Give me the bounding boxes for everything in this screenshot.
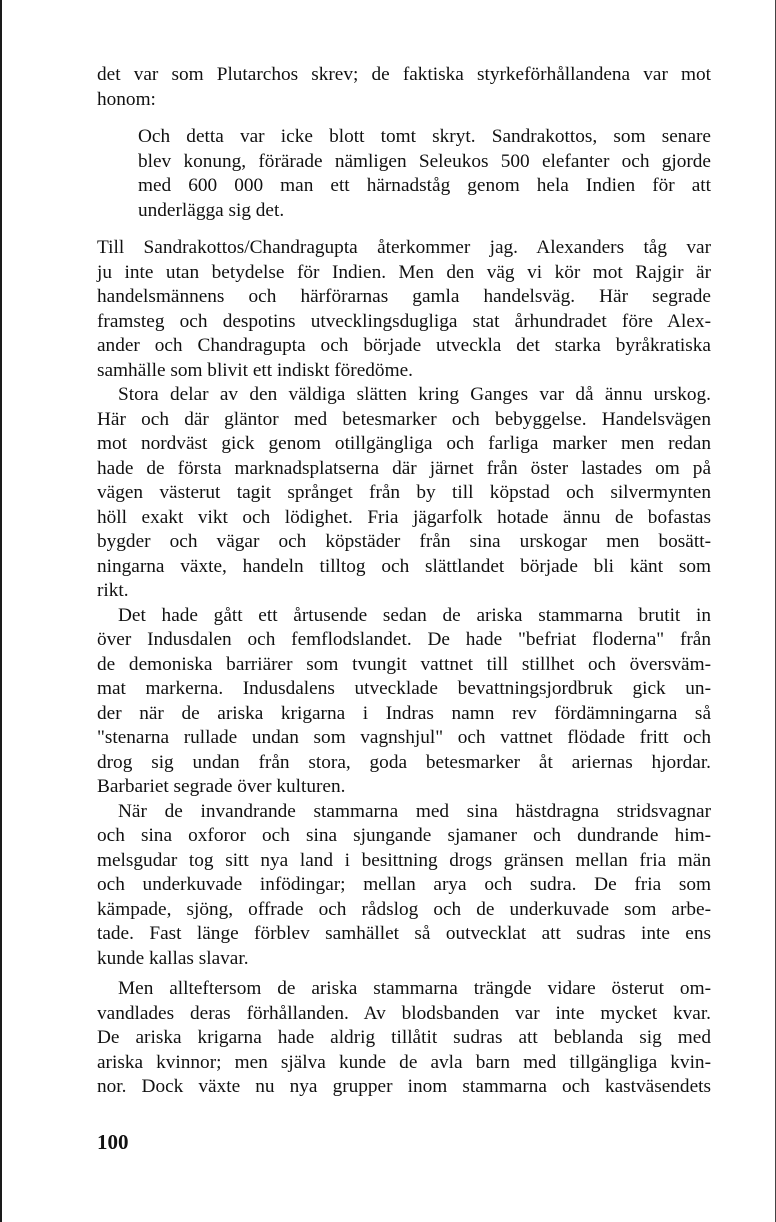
text-line: nor. Dock växte nu nya grupper inom stammarna och kastväsendets [97,1076,711,1097]
text-line: mot nordväst gick genom otillgängliga och farliga marker men redan [97,433,711,454]
text-line: samhälle som blivit ett indiskt föredöme. [97,359,413,381]
quote-line: med 600 000 man ett härnadståg genom hela Indien för att [138,175,711,196]
text-line: de demoniska barriärer som tvungit vattnet till stillhet och översväm- [97,653,711,675]
text-line: tade. Fast länge förblev samhället så outvecklat att sudras inte ens [97,923,711,944]
text-line: Till Sandrakottos/Chandragupta återkommer jag. Alexanders tåg var [97,237,711,258]
text-line: handelsmännens och härförarnas gamla handelsväg. Här segrade [97,286,711,307]
text-line: hade de första marknadsplatserna där järnet från öster lastades om på [97,457,711,479]
block-quote [97,125,711,223]
paragraph-3 [97,604,711,800]
paragraph-5 [97,977,711,1100]
text-line: Men allteftersom de ariska stammarna trängde vidare österut om- [118,978,711,999]
text-line: kämpade, sjöng, offrade och rådslog och de underkuvade som arbe- [97,898,711,920]
text-line: ju inte utan betydelse för Indien. Men den väg vi kör mot Rajgir är [97,261,711,283]
text-line: ariska kvinnor; men själva kunde de avla barn med tillgängliga kvin- [97,1051,711,1073]
paragraph-2 [97,383,711,604]
text-line: Här och där gläntor med betesmarker och bebyggelse. Handelsvägen [97,408,711,430]
text-line: melsgudar tog sitt nya land i besittning drogs gränsen mellan fria män [97,849,711,871]
text-line: vandlades deras förhållanden. Av blodsbanden var inte mycket kvar. [97,1002,711,1024]
text-line: Stora delar av den väldiga slätten kring Ganges var då ännu urskog. [118,384,711,405]
text-line: och underkuvade infödingar; mellan arya och sudra. De fria som [97,874,711,895]
text-line: höll exakt vikt och lödighet. Fria jägarfolk hotade ännu de bofastas [97,506,711,528]
text-line: "stenarna rullade undan som vagnshjul" och vattnet flödade fritt och [97,727,711,748]
text-line: mat markerna. Indusdalens utvecklade bevattningsjordbruk gick un- [97,678,711,699]
text-line: vägen västerut tagit språnget från by till köpstad och silvermynten [97,482,711,503]
text-line: De ariska krigarna hade aldrig tillåtit sudras att beblanda sig med [97,1027,711,1048]
page-left-edge [0,0,2,1222]
intro-paragraph [97,63,711,112]
text-line: rikt. [97,580,129,601]
text-line: Det hade gått ett årtusende sedan de ariska stammarna brutit in [118,604,711,626]
text-line: der när de ariska krigarna i Indras namn rev fördämningarna så [97,702,711,724]
text-line: Barbariet segrade över kulturen. [97,776,346,797]
page-number: 100 [97,1130,129,1154]
paragraph-1 [97,236,711,383]
text-line: ningarna växte, handeln tilltog och slättlandet började bli känt som [97,555,711,577]
quote-line: blev konung, förärade nämligen Seleukos 500 elefanter och gjorde [138,150,711,172]
text-line: framsteg och despotins utvecklingsdugliga stat århundradet före Alex- [97,310,711,332]
text-line: bygder och vägar och köpstäder från sina urskogar men bosätt- [97,531,711,552]
text-line: drog sig undan från stora, goda betesmarker åt ariernas hjordar. [97,751,711,773]
text-line: När de invandrande stammarna med sina hästdragna stridsvagnar [118,800,711,822]
paragraph-4 [97,800,711,972]
text-line: ander och Chandragupta och började utveckla det starka byråkratiska [97,335,711,356]
text-line: honom: [97,88,156,110]
text-line: och sina oxforor och sina sjungande sjamaner och dundrande him- [97,825,711,846]
text-line: kunde kallas slavar. [97,947,249,969]
text-line: över Indusdalen och femflodslandet. De hade "befriat floderna" från [97,629,711,650]
quote-line: Och detta var icke blott tomt skryt. Sandrakottos, som senare [138,126,711,147]
text-line: det var som Plutarchos skrev; de faktiska styrkeförhållandena var mot [97,64,711,85]
quote-line: underlägga sig det. [138,199,285,221]
page-body [97,63,711,1100]
